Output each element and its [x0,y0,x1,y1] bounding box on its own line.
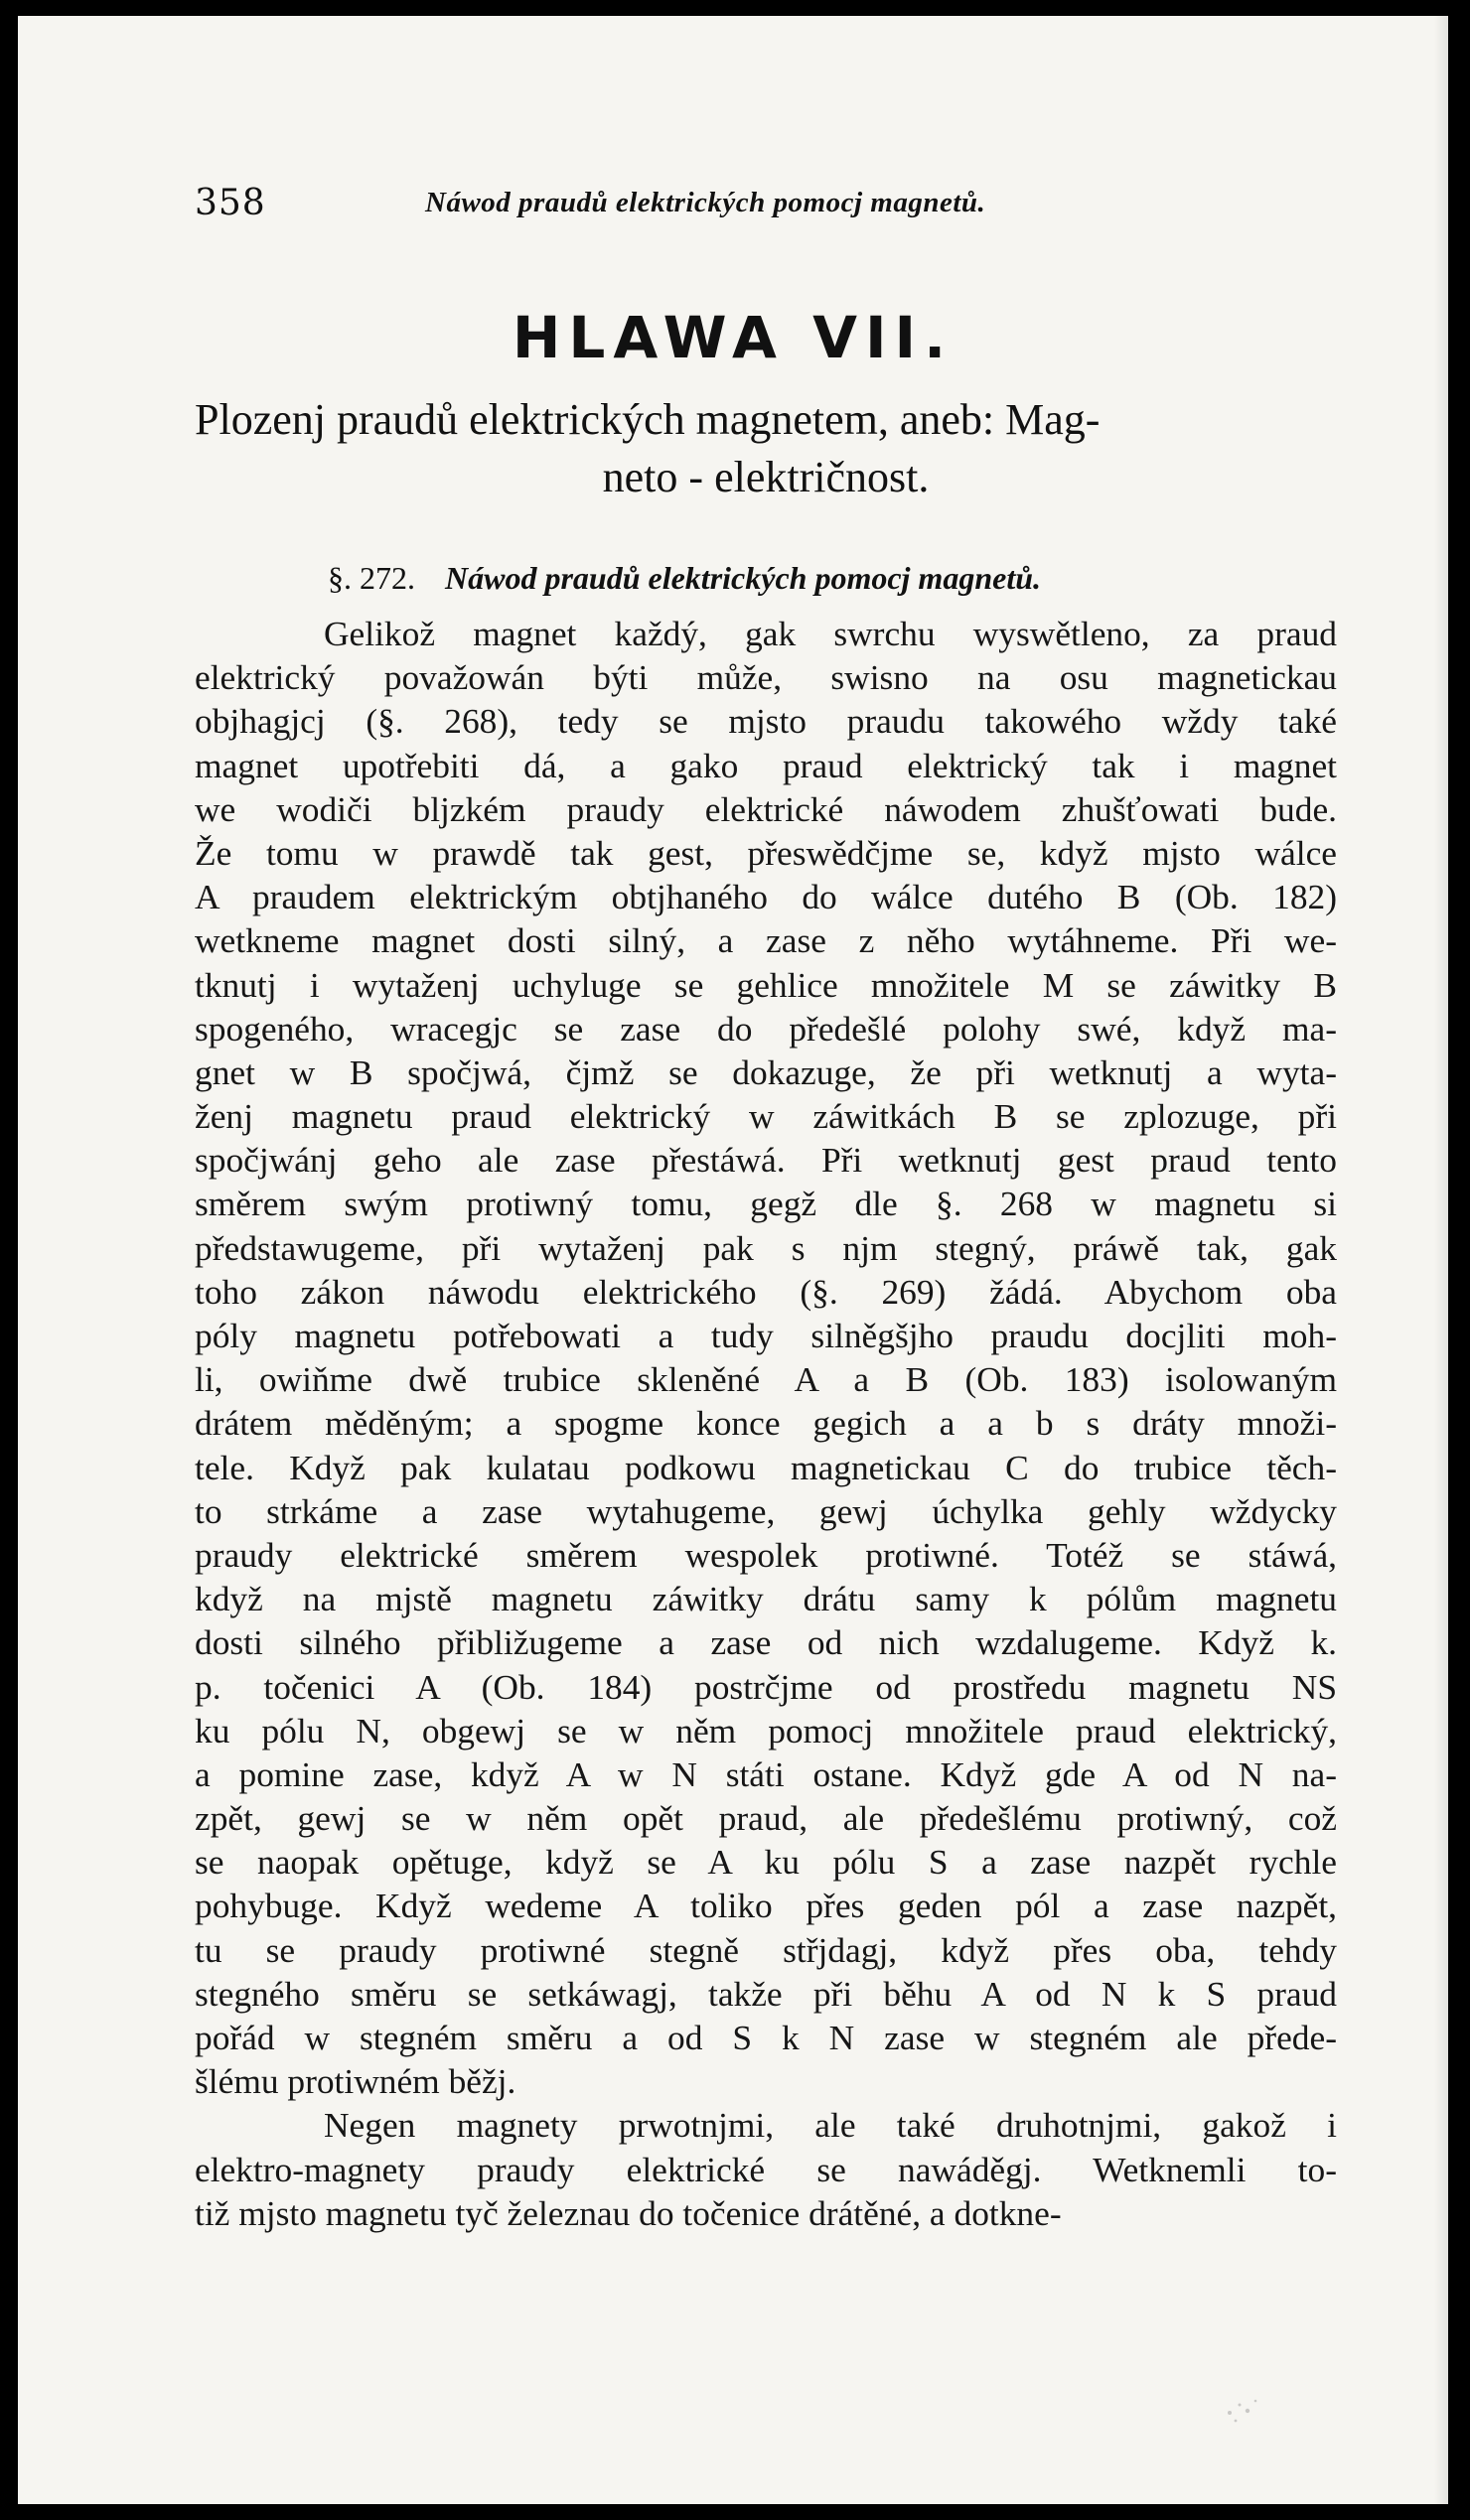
text-line: toho zákon náwodu elektrického (§. 269) žádá. Abychom oba [195,1271,1337,1312]
text-line: tiž mjsto magnetu tyč železnau do točenice drátěné, a dotkne- [195,2192,1062,2233]
text-line: Gelikož magnet každý, gak swrchu wyswětleno, za praud [324,614,1337,653]
text-line: elektrický považowán býti může, swisno na osu magnetickau [195,657,1337,698]
text-line: wetkneme magnet dosti silný, a zase z něho wytáhneme. Při we- [195,920,1337,961]
running-title: Náwod praudů elektrických pomocj magnetů. [425,187,986,218]
text-line: objhagjcj (§. 268), tedy se mjsto praudu takowého wždy také [195,701,1337,742]
page-number: 358 [195,183,266,223]
text-line: šlému protiwném běžj. [195,2061,516,2102]
page-stain-mark [1210,2383,1279,2433]
text-line: spočjwánj geho ale zase přestáwá. Při wetknutj gest praud tento [195,1140,1337,1181]
page-edge-shadow [1434,16,1448,2504]
text-line: ku pólu N, obgewj se w něm pomocj množitele praud elektrický, [195,1710,1337,1750]
running-header [195,183,1168,232]
text-line: předstawugeme, při wytaženj pak s njm stegný, práwě tak, gak [195,1227,1337,1268]
text-line: póly magnetu potřebowati a tudy silněgšjho praudu docjliti moh- [195,1316,1337,1355]
text-line: pořád w stegném směru a od S k N zase w stegném ale přede- [195,2018,1337,2057]
text-line: ženj magnetu praud elektrický w záwitkách B se zplozuge, při [195,1096,1337,1137]
section-number: §. 272. [328,560,415,596]
text-line: A praudem elektrickým obtjhaného do wálce dutého B (Ob. 182) [195,877,1337,917]
text-line: pohybuge. Když wedeme A toliko přes geden pól a zase nazpět, [195,1886,1337,1926]
section-title: Náwod praudů elektrických pomocj magnetů. [445,560,1041,596]
text-line: p. točenici A (Ob. 184) postrčjme od prostředu magnetu NS [195,1666,1337,1707]
text-line: spogeného, wracegjc se zase do předešlé polohy swé, když ma- [195,1008,1337,1049]
body-text [195,612,1337,2235]
text-line: zpět, gewj se w něm opět praud, ale předešlému protiwný, což [195,1798,1337,1839]
text-line: Že tomu w prawdě tak gest, přeswědčjme se, když mjsto wálce [195,832,1337,873]
text-line: drátem měděným; a spogme konce gegich a a b s dráty množi- [195,1403,1337,1444]
chapter-subtitle [195,391,1337,506]
text-line: se naopak opětuge, když se A ku pólu S a zase nazpět rychle [195,1842,1337,1883]
text-line: dosti silného přibližugeme a zase od nich wzdalugeme. Když k. [195,1622,1337,1663]
text-line: tele. Když pak kulatau podkowu magnetickau C do trubice těch- [195,1447,1337,1487]
text-line: tknutj i wytaženj uchyluge se gehlice množitele M se záwitky B [195,964,1337,1005]
text-line: li, owiňme dwě trubice skleněné A a B (Ob. 183) isolowaným [195,1359,1337,1400]
text-line: tu se praudy protiwné stegně střjdagj, když přes oba, tehdy [195,1929,1337,1970]
book-page [18,16,1448,2504]
text-line: a pomine zase, když A w N státi ostane. Když gde A od N na- [195,1753,1337,1794]
text-line: Negen magnety prwotnjmi, ale také druhotnjmi, gakož i [324,2105,1337,2146]
text-line: směrem swým protiwný tomu, gegž dle §. 268 w magnetu si [195,1184,1337,1224]
section-heading [328,560,1041,597]
text-line: stegného směru se setkáwagj, takže při běhu A od N k S praud [195,1973,1337,2014]
chapter-subtitle-line-2: neto - električnost. [602,453,930,501]
text-line: we wodiči bljzkém praudy elektrické náwodem zhušťowati bude. [195,788,1337,829]
text-line: to strkáme a zase wytahugeme, gewj úchylka gehly wždycky [195,1490,1337,1531]
text-line: magnet upotřebiti dá, a gako praud elektrický tak i magnet [195,745,1337,785]
text-line: gnet w B spočjwá, čjmž se dokazuge, že při wetknutj a wyta- [195,1051,1337,1092]
chapter-title: HLAWA VII. [512,304,955,371]
text-line: praudy elektrické směrem wespolek protiwné. Totéž se stáwá, [195,1534,1337,1575]
text-line: když na mjstě magnetu záwitky drátu samy k pólům magnetu [195,1579,1337,1619]
text-line: elektro-magnety praudy elektrické se nawáděgj. Wetknemli to- [195,2149,1337,2189]
chapter-subtitle-line-1: Plozenj praudů elektrických magnetem, aneb: Mag- [195,395,1101,444]
